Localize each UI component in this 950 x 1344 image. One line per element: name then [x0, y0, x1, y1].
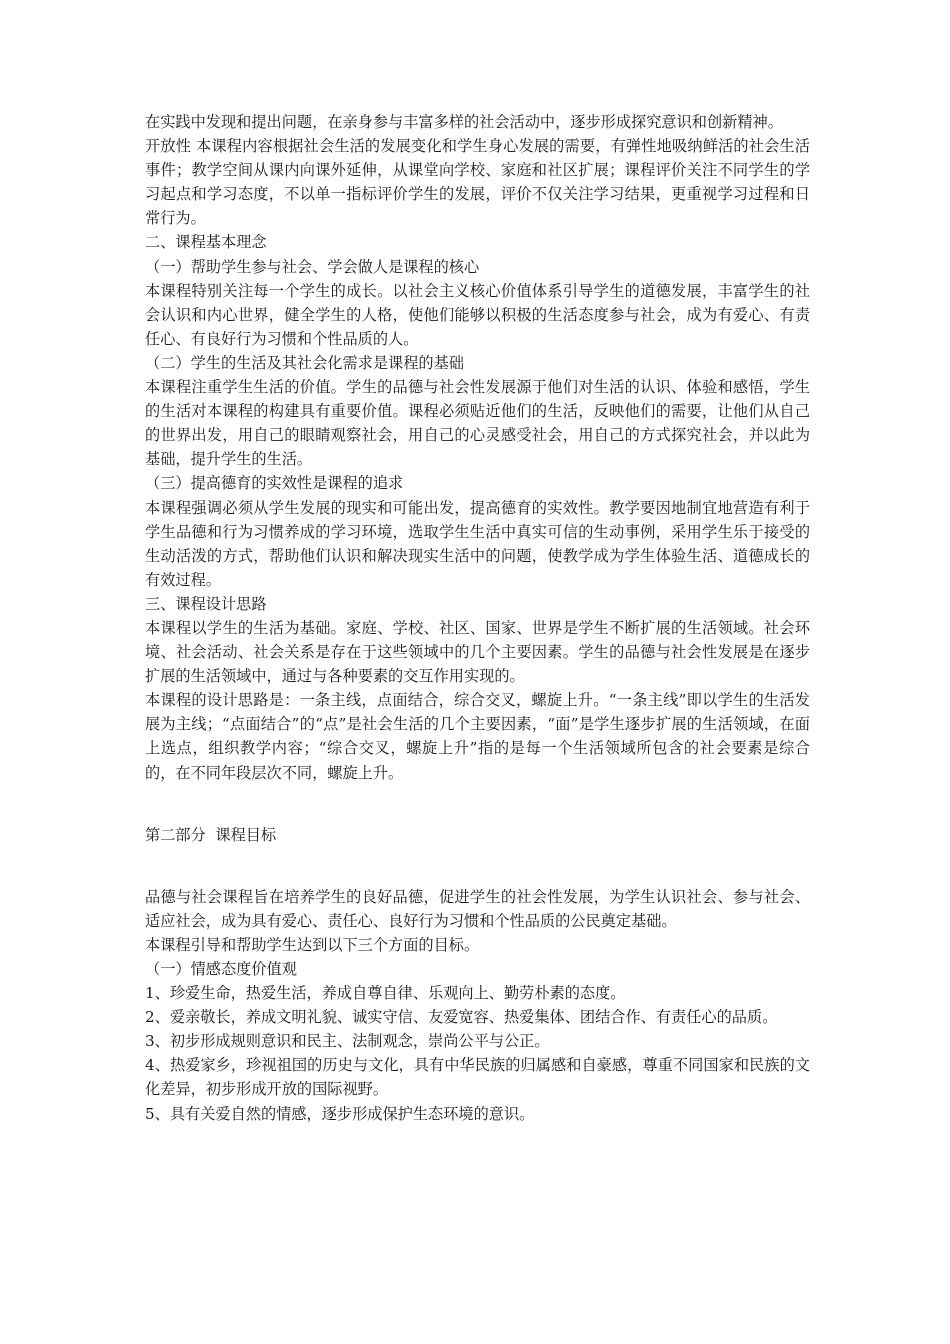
- paragraph: 本课程强调必须从学生发展的现实和可能出发，提高德育的实效性。教学要因地制宜地营造有利于学生品德和行为习惯养成的学习环境，选取学生生活中真实可信的生动事例，采用学生乐于接受的生动活泼的方式，帮助他们认识和解决现实生活中的问题，使教学成为学生体验生活、道德成长的有效过程。: [145, 498, 810, 589]
- paragraph: 本课程的设计思路是：一条主线，点面结合，综合交叉，螺旋上升。“一条主线”即以学生的生活发展为主线；“点面结合”的“点”是社会生活的几个主要因素，“面”是学生逐步扩展的生活领域，在面上选点，组织教学内容；“综合交叉，螺旋上升”指的是每一个生活领域所包含的社会要素是综合的，在不同年段层次不同，螺旋上升。: [145, 691, 810, 782]
- list-item: 3、初步形成规则意识和民主、法制观念，崇尚公平与公正。: [145, 1032, 550, 1051]
- paragraph: 品德与社会课程旨在培养学生的良好品德，促进学生的社会性发展，为学生认识社会、参与社会、适应社会，成为具有爱心、责任心、良好行为习惯和个性品质的公民奠定基础。: [145, 887, 810, 930]
- paragraph: 开放性 本课程内容根据社会生活的发展变化和学生身心发展的需要，有弹性地吸纳鲜活的社会生活事件；教学空间从课内向课外延伸，从课堂向学校、家庭和社区扩展；课程评价关注不同学生的学习起点和学习态度，不以单一指标评价学生的发展，评价不仅关注学习结果，更重视学习过程和日常行为。: [145, 137, 810, 228]
- list-item: 4、热爱家乡，珍视祖国的历史与文化，具有中华民族的归属感和自豪感，尊重不同国家和民族的文化差异，初步形成开放的国际视野。: [145, 1056, 810, 1099]
- spacer: [145, 785, 810, 823]
- list-item: 1、珍爱生命，热爱生活，养成自尊自律、乐观向上、勤劳朴素的态度。: [145, 984, 626, 1003]
- paragraph: 本课程以学生的生活为基础。家庭、学校、社区、国家、世界是学生不断扩展的生活领域。社会环境、社会活动、社会关系是存在于这些领域中的几个主要因素。学生的品德与社会性发展是在逐步扩展的生活领域中，通过与各种要素的交互作用实现的。: [145, 618, 810, 686]
- list-item: 2、爱亲敬长，养成文明礼貌、诚实守信、友爱宽容、热爱集体、团结合作、有责任心的品质。: [145, 1008, 778, 1027]
- paragraph: 本课程注重学生生活的价值。学生的品德与社会性发展源于他们对生活的认识、体验和感悟，学生的生活对本课程的构建具有重要价值。课程必须贴近他们的生活，反映他们的需要，让他们从自己的世界出发，用自己的眼睛观察社会，用自己的心灵感受社会，用自己的方式探究社会，并以此为基础，提升学生的生活。: [145, 378, 810, 469]
- subsection-heading: （三）提高德育的实效性是课程的追求: [145, 474, 404, 493]
- section-heading: 三、课程设计思路: [145, 594, 267, 613]
- paragraph: 本课程引导和帮助学生达到以下三个方面的目标。: [145, 935, 480, 954]
- list-item: 5、具有关爱自然的情感，逐步形成保护生态环境的意识。: [145, 1104, 535, 1123]
- paragraph: 在实践中发现和提出问题，在亲身参与丰富多样的社会活动中，逐步形成探究意识和创新精神。: [145, 113, 783, 131]
- document-page: [145, 110, 810, 1126]
- part-title: 第二部分 课程目标: [145, 825, 277, 844]
- spacer: [145, 847, 810, 885]
- subsection-heading: （二）学生的生活及其社会化需求是课程的基础: [145, 353, 464, 372]
- subsection-heading: （一）情感态度价值观: [145, 960, 297, 978]
- subsection-heading: （一）帮助学生参与社会、学会做人是课程的核心: [145, 257, 480, 276]
- paragraph: 本课程特别关注每一个学生的成长。以社会主义核心价值体系引导学生的道德发展，丰富学生的社会认识和内心世界，健全学生的人格，使他们能够以积极的生活态度参与社会，成为有爱心、有责任心、有良好行为习惯和个性品质的人。: [145, 281, 810, 348]
- section-heading: 二、课程基本理念: [145, 233, 267, 252]
